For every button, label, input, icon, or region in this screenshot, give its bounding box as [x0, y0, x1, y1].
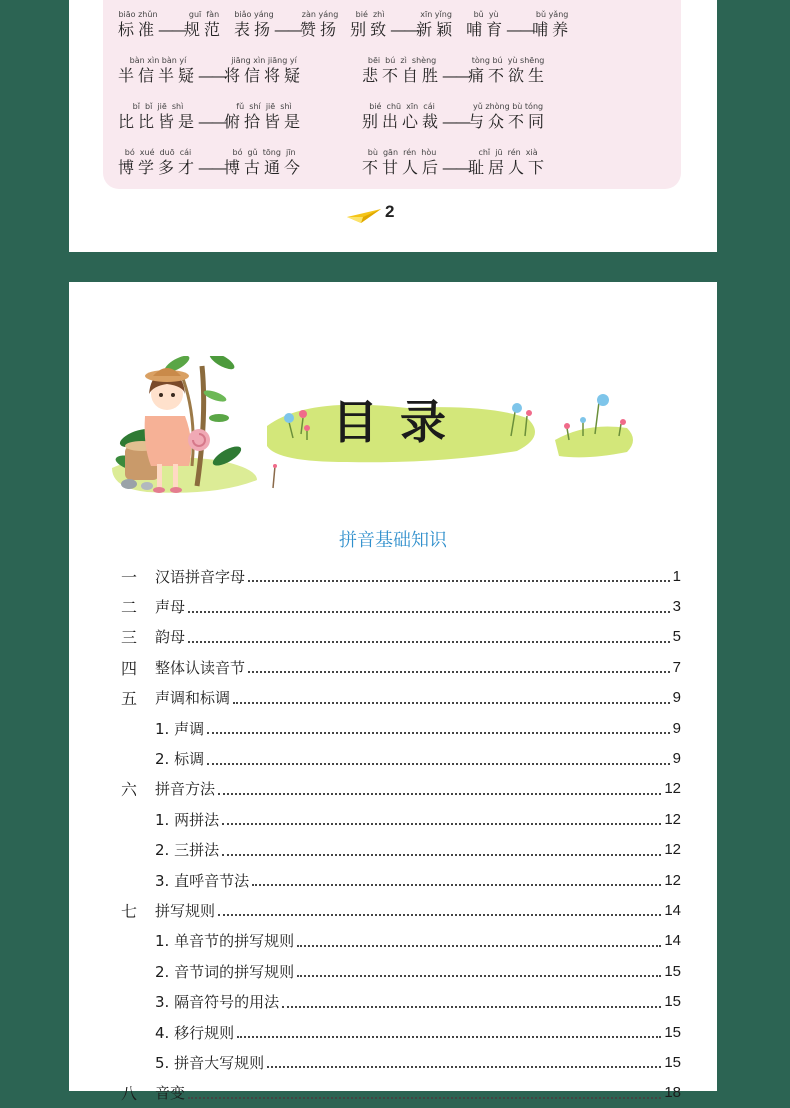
- toc-entry[interactable]: [121, 956, 681, 986]
- vocab-word: [234, 9, 274, 40]
- toc-label: 5. 拼音大写规则: [155, 1053, 265, 1072]
- hanzi: 不甘人后: [362, 158, 443, 177]
- toc-label: 声母: [155, 598, 186, 617]
- pinyin: bù gān rén hòu: [367, 148, 437, 157]
- toc-leader-dots: [248, 671, 670, 673]
- toc-label: 1. 声调: [155, 719, 205, 738]
- pinyin: bēi bú zì shèng: [367, 56, 437, 65]
- pinyin: bié zhì: [355, 10, 385, 19]
- toc-number: 六: [121, 780, 138, 800]
- contents-page: [69, 282, 717, 1104]
- vocab-line: [118, 9, 678, 45]
- pinyin: bié chū xīn cái: [369, 102, 435, 111]
- hanzi: 半信半疑: [118, 66, 199, 85]
- toc-page-number: 12: [664, 871, 681, 889]
- toc-leader-dots: [297, 975, 661, 977]
- pinyin: bàn xìn bàn yí: [129, 56, 187, 65]
- toc-leader-dots: [188, 1097, 661, 1099]
- vocab-word: [468, 101, 548, 132]
- toc-label: 音变: [155, 1084, 186, 1103]
- vocab-word: [350, 9, 390, 40]
- vocab-word: [118, 55, 198, 86]
- toc-number: 五: [121, 689, 138, 709]
- toc-leader-dots: [207, 763, 670, 765]
- vocab-word: [300, 9, 340, 40]
- toc-leader-dots: [248, 580, 670, 582]
- hanzi: 标准: [118, 20, 159, 39]
- hanzi: 与众不同: [468, 112, 549, 131]
- vocab-word: [362, 101, 442, 132]
- toc-page-number: 9: [672, 719, 681, 737]
- vocab-word: [224, 147, 304, 178]
- toc-leader-dots: [282, 1006, 661, 1008]
- hanzi: 痛不欲生: [468, 66, 549, 85]
- paper-plane-icon: [347, 205, 383, 225]
- toc-page-number: 12: [664, 810, 681, 828]
- toc-entry[interactable]: [121, 713, 681, 743]
- vocab-word: [118, 101, 198, 132]
- toc-number: 七: [121, 901, 138, 921]
- hanzi: 新颖: [416, 20, 457, 39]
- toc-label: 2. 标调: [155, 750, 205, 769]
- vocab-word: [224, 101, 304, 132]
- toc-entry[interactable]: [121, 683, 681, 713]
- toc-leader-dots: [188, 611, 670, 613]
- toc-page-number: 14: [664, 901, 681, 919]
- toc-entry[interactable]: [121, 895, 681, 925]
- toc-label: 1. 两拼法: [155, 810, 220, 829]
- table-of-contents: [121, 561, 681, 1108]
- toc-entry[interactable]: [121, 622, 681, 652]
- toc-entry[interactable]: [121, 1047, 681, 1077]
- dash: ——: [198, 112, 225, 131]
- toc-label: 整体认读音节: [155, 658, 246, 677]
- page-number-area: [347, 202, 417, 226]
- hanzi: 将信将疑: [224, 66, 305, 85]
- toc-entry[interactable]: [121, 591, 681, 621]
- vocab-word: [362, 55, 442, 86]
- previous-page: [69, 0, 717, 252]
- pinyin: fǔ shí jiē shì: [236, 102, 292, 111]
- toc-page-number: 15: [664, 993, 681, 1011]
- toc-label: 3. 隔音符号的用法: [155, 993, 280, 1012]
- pinyin: biǎo yáng: [234, 10, 274, 19]
- toc-leader-dots: [297, 945, 661, 947]
- hanzi: 别出心裁: [362, 112, 443, 131]
- toc-entry[interactable]: [121, 652, 681, 682]
- pinyin: chǐ jū rén xià: [478, 148, 538, 157]
- vocab-word: [466, 9, 506, 40]
- vocab-word: [362, 147, 442, 178]
- toc-entry[interactable]: [121, 804, 681, 834]
- hanzi: 博古通今: [224, 158, 305, 177]
- toc-leader-dots: [218, 914, 661, 916]
- toc-leader-dots: [233, 702, 670, 704]
- vocab-word: [224, 55, 304, 86]
- toc-leader-dots: [188, 641, 670, 643]
- hanzi: 博学多才: [118, 158, 199, 177]
- vocab-word: [118, 9, 158, 40]
- toc-label: 2. 三拼法: [155, 841, 220, 860]
- hanzi: 哺养: [532, 20, 573, 39]
- toc-label: 1. 单音节的拼写规则: [155, 932, 295, 951]
- toc-label: 2. 音节词的拼写规则: [155, 962, 295, 981]
- dash: ——: [274, 20, 301, 39]
- toc-entry[interactable]: [121, 986, 681, 1016]
- toc-page-number: 12: [664, 841, 681, 859]
- toc-entry[interactable]: [121, 835, 681, 865]
- pinyin: tòng bú yù shēng: [471, 56, 545, 65]
- toc-leader-dots: [222, 854, 661, 856]
- toc-page-number: 15: [664, 962, 681, 980]
- page-number: 2: [385, 202, 395, 221]
- toc-label: 4. 移行规则: [155, 1023, 235, 1042]
- vocab-word: [416, 9, 456, 40]
- toc-leader-dots: [222, 823, 661, 825]
- pinyin: xīn yǐng: [420, 10, 452, 19]
- pinyin: bǐ bǐ jiē shì: [132, 102, 184, 111]
- vocab-line: [118, 55, 678, 91]
- toc-label: 3. 直呼音节法: [155, 871, 250, 890]
- section-title: 拼音基础知识: [339, 530, 447, 551]
- pinyin: biāo zhǔn: [118, 10, 158, 19]
- toc-page-number: 14: [664, 932, 681, 950]
- pinyin: jiāng xìn jiāng yí: [231, 56, 297, 65]
- pinyin: bó gǔ tōng jīn: [232, 148, 296, 157]
- toc-page-number: 12: [664, 780, 681, 798]
- toc-entry[interactable]: [121, 743, 681, 773]
- toc-leader-dots: [252, 884, 661, 886]
- hanzi: 比比皆是: [118, 112, 199, 131]
- toc-page-number: 15: [664, 1053, 681, 1071]
- toc-number: 八: [121, 1084, 138, 1104]
- toc-page-number: 5: [672, 628, 681, 646]
- vocab-word: [184, 9, 224, 40]
- hanzi: 哺育: [466, 20, 507, 39]
- toc-page-number: 7: [672, 658, 681, 676]
- toc-entry[interactable]: [121, 1017, 681, 1047]
- hanzi: 悲不自胜: [362, 66, 443, 85]
- toc-entry[interactable]: [121, 1078, 681, 1108]
- dash: ——: [442, 66, 469, 85]
- toc-number: 二: [121, 598, 138, 618]
- toc-entry[interactable]: [121, 926, 681, 956]
- toc-page-number: 15: [664, 1023, 681, 1041]
- vocabulary-box: [103, 0, 681, 189]
- vocab-word: [468, 55, 548, 86]
- pinyin: bó xué duō cái: [124, 148, 192, 157]
- hanzi: 规范: [184, 20, 225, 39]
- hanzi: 表扬: [234, 20, 275, 39]
- toc-leader-dots: [267, 1066, 661, 1068]
- pinyin: yǔ zhòng bù tóng: [473, 102, 544, 111]
- toc-number: 四: [121, 658, 138, 678]
- toc-leader-dots: [207, 732, 670, 734]
- pinyin: bǔ yù: [473, 10, 499, 19]
- toc-entry[interactable]: [121, 865, 681, 895]
- hanzi: 俯拾皆是: [224, 112, 305, 131]
- dash: ——: [506, 20, 533, 39]
- dash: ——: [198, 66, 225, 85]
- toc-page-number: 18: [664, 1084, 681, 1102]
- dash: ——: [442, 158, 469, 177]
- vocab-word: [532, 9, 572, 40]
- dash: ——: [390, 20, 417, 39]
- toc-label: 声调和标调: [155, 689, 231, 708]
- toc-label: 韵母: [155, 628, 186, 647]
- toc-page-number: 9: [672, 689, 681, 707]
- vocab-word: [468, 147, 548, 178]
- contents-title: 目录: [332, 395, 468, 449]
- dash: ——: [198, 158, 225, 177]
- toc-leader-dots: [218, 793, 661, 795]
- toc-page-number: 3: [672, 598, 681, 616]
- toc-number: 三: [121, 628, 138, 648]
- toc-label: 拼音方法: [155, 780, 216, 799]
- dash: ——: [442, 112, 469, 131]
- toc-entry[interactable]: [121, 774, 681, 804]
- hanzi: 别致: [350, 20, 391, 39]
- pinyin: zàn yáng: [301, 10, 339, 19]
- toc-leader-dots: [237, 1036, 661, 1038]
- toc-label: 汉语拼音字母: [155, 567, 246, 586]
- vocab-line: [118, 101, 678, 137]
- toc-page-number: 1: [672, 567, 681, 585]
- hanzi: 耻居人下: [468, 158, 549, 177]
- toc-label: 拼写规则: [155, 901, 216, 920]
- vocab-line: [118, 147, 678, 183]
- vocab-word: [118, 147, 198, 178]
- pinyin: guī fàn: [188, 10, 220, 19]
- hanzi: 赞扬: [300, 20, 341, 39]
- dash: ——: [158, 20, 185, 39]
- toc-page-number: 9: [672, 750, 681, 768]
- toc-number: 一: [121, 567, 138, 587]
- toc-entry[interactable]: [121, 561, 681, 591]
- pinyin: bǔ yǎng: [535, 10, 569, 19]
